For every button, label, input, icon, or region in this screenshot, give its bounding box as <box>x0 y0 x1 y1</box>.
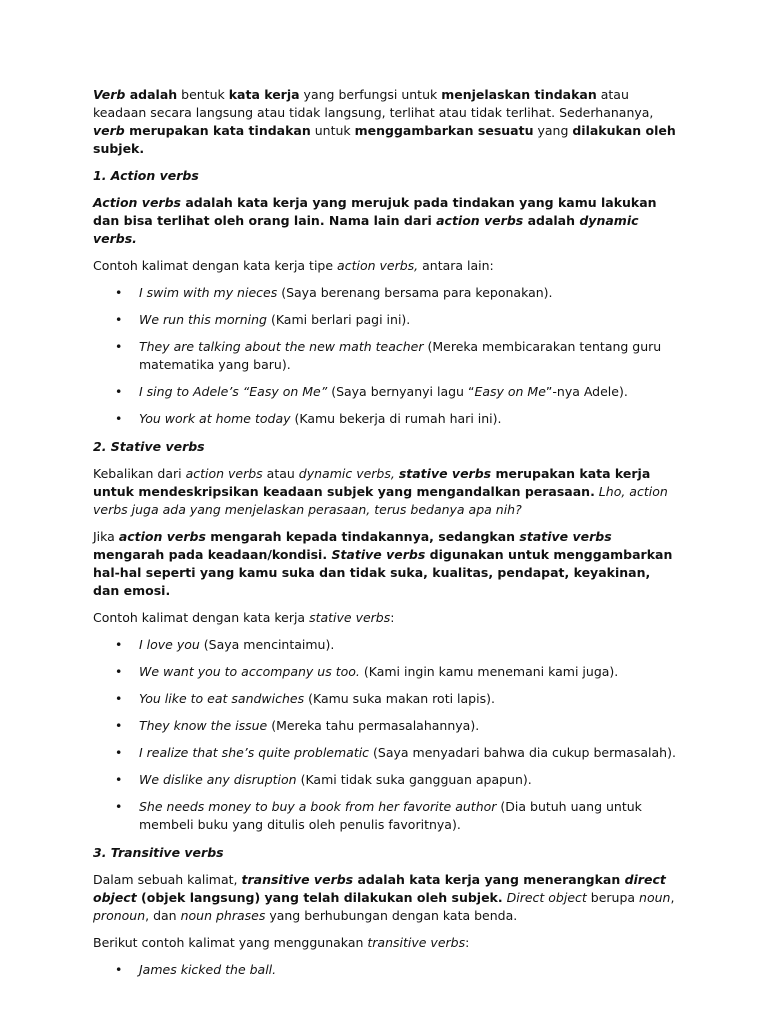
list-item: • I swim with my nieces (Saya berenang bersama para keponakan). <box>139 284 678 302</box>
action-verbs-examples-list <box>93 284 678 428</box>
list-item: • She needs money to buy a book from her favorite author (Dia butuh uang untuk membeli buku yang ditulis oleh penulis favoritnya). <box>139 798 678 834</box>
section-heading-transitive-verbs: 3. Transitive verbs <box>93 845 224 860</box>
section-heading-stative-verbs: 2. Stative verbs <box>93 439 205 454</box>
action-verbs-examples-intro: Contoh kalimat dengan kata kerja tipe action verbs, antara lain: <box>93 258 494 273</box>
list-item: • You work at home today (Kamu bekerja di rumah hari ini). <box>139 410 678 428</box>
action-verbs-definition: Action verbs adalah kata kerja yang merujuk pada tindakan yang kamu lakukan dan bisa terlihat oleh orang lain. Nama lain dari action verbs adalah dynamic verbs. <box>93 195 657 246</box>
list-item: • They know the issue (Mereka tahu permasalahannya). <box>139 717 678 735</box>
list-item: • James kicked the ball. <box>139 961 678 979</box>
intro-paragraph: Verb adalah bentuk kata kerja yang berfungsi untuk menjelaskan tindakan atau keadaan secara langsung atau tidak langsung, terlihat atau tidak terlihat. Sederhananya, verb merupakan kata tindakan untuk menggambarkan sesuatu yang dilakukan oleh subjek. <box>93 87 676 156</box>
list-item: • You like to eat sandwiches (Kamu suka makan roti lapis). <box>139 690 678 708</box>
list-item: • We run this morning (Kami berlari pagi ini). <box>139 311 678 329</box>
stative-verbs-paragraph-1: Kebalikan dari action verbs atau dynamic verbs, stative verbs merupakan kata kerja untuk mendeskripsikan keadaan subjek yang mengandalkan perasaan. Lho, action verbs juga ada yang menjelaskan perasaan, terus bedanya apa nih? <box>93 466 668 517</box>
transitive-verbs-examples-list <box>93 961 678 979</box>
list-item: • I love you (Saya mencintaimu). <box>139 636 678 654</box>
transitive-verbs-definition: Dalam sebuah kalimat, transitive verbs adalah kata kerja yang menerangkan direct object (objek langsung) yang telah dilakukan oleh subjek. Direct object berupa noun, pronoun, dan noun phrases yang berhubungan dengan kata benda. <box>93 872 675 923</box>
list-item: • I sing to Adele’s “Easy on Me” (Saya bernyanyi lagu “Easy on Me”-nya Adele). <box>139 383 678 401</box>
section-heading-action-verbs: 1. Action verbs <box>93 168 199 183</box>
list-item: • They are talking about the new math teacher (Mereka membicarakan tentang guru matematika yang baru). <box>139 338 678 374</box>
stative-verbs-examples-list <box>93 636 678 834</box>
list-item: • I realize that she’s quite problematic (Saya menyadari bahwa dia cukup bermasalah). <box>139 744 678 762</box>
stative-verbs-paragraph-2: Jika action verbs mengarah kepada tindakannya, sedangkan stative verbs mengarah pada keadaan/kondisi. Stative verbs digunakan untuk menggambarkan hal-hal seperti yang kamu suka dan tidak suka, kualitas, pendapat, keyakinan, dan emosi. <box>93 529 673 598</box>
transitive-verbs-examples-intro: Berikut contoh kalimat yang menggunakan transitive verbs: <box>93 935 470 950</box>
stative-verbs-examples-intro: Contoh kalimat dengan kata kerja stative verbs: <box>93 610 395 625</box>
list-item: • We dislike any disruption (Kami tidak suka gangguan apapun). <box>139 771 678 789</box>
list-item: • We want you to accompany us too. (Kami ingin kamu menemani kami juga). <box>139 663 678 681</box>
